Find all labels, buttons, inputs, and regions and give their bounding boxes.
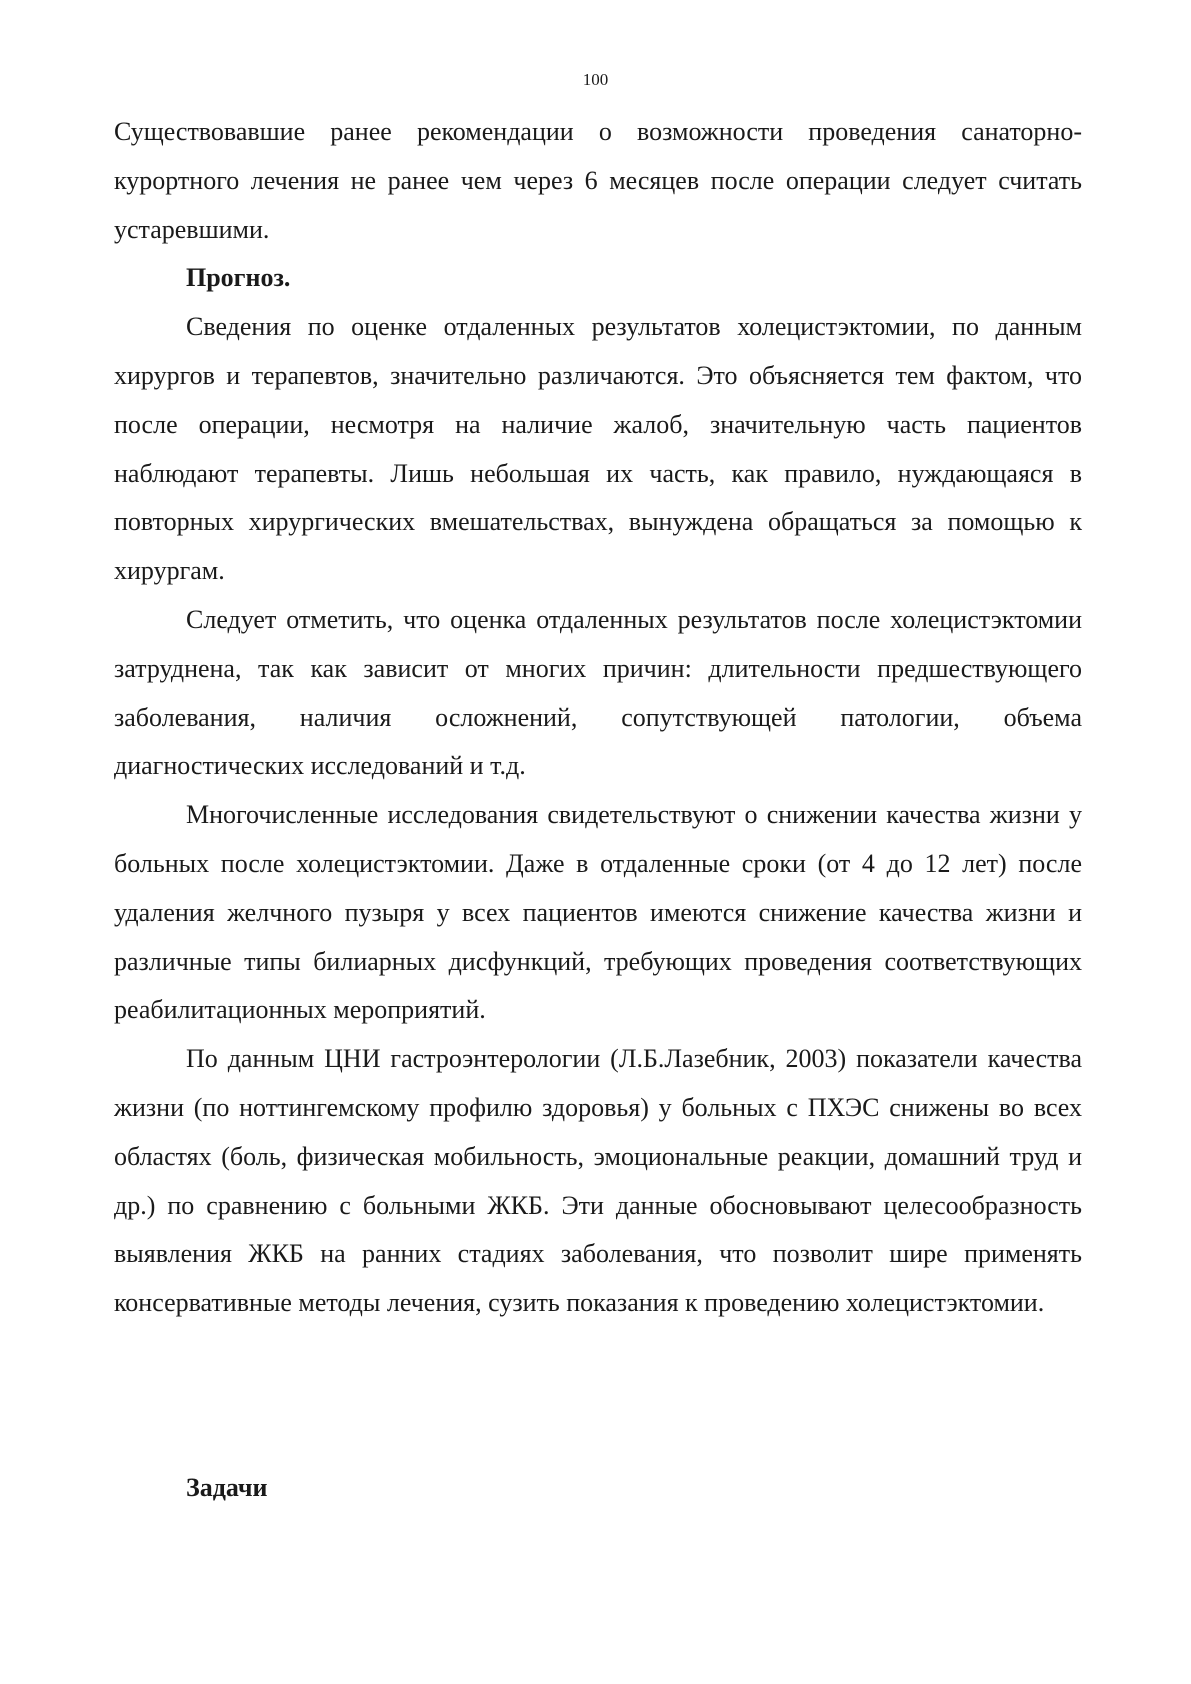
paragraph: По данным ЦНИ гастроэнтерологии (Л.Б.Лазебник, 2003) показатели качества жизни (по ноттингемскому профилю здоровья) у больных с ПХЭС снижены во всех областях (боль, физическая мобильность, эмоциональные реакции, домашний труд и др.) по сравнению с больными ЖКБ. Эти данные обосновывают целесообразность выявления ЖКБ на ранних стадиях заболевания, что позволит шире применять консервативные методы лечения, сузить показания к проведению холецистэктомии. xyxy=(114,1044,1082,1318)
paragraph: Многочисленные исследования свидетельствуют о снижении качества жизни у больных после холецистэктомии. Даже в отдаленные сроки (от 4 до 12 лет) после удаления желчного пузыря у всех пациентов имеются снижение качества жизни и различные типы билиарных дисфункций, требующих проведения соответствующих реабилитационных мероприятий. xyxy=(114,800,1082,1025)
section-heading-tasks: Задачи xyxy=(186,1473,268,1502)
section-heading-prognosis: Прогноз. xyxy=(186,263,291,293)
paragraph: Следует отметить, что оценка отдаленных результатов после холецистэктомии затруднена, так как зависит от многих причин: длительности предшествующего заболевания, наличия осложнений, сопутствующей патологии, объема диагностических исследований и т.д. xyxy=(114,604,1082,781)
body-text xyxy=(114,108,1082,1328)
intro-paragraph: Существовавшие ранее рекомендации о возможности проведения санаторно-курортного лечения не ранее чем через 6 месяцев после операции следует считать устаревшими. xyxy=(114,117,1082,244)
paragraph: Сведения по оценке отдаленных результатов холецистэктомии, по данным хирургов и терапевтов, значительно различаются. Это объясняется тем фактом, что после операции, несмотря на наличие жалоб, значительную часть пациентов наблюдают терапевты. Лишь небольшая их часть, как правило, нуждающаяся в повторных хирургических вмешательствах, вынуждена обращаться за помощью к хирургам. xyxy=(114,312,1082,586)
page-number: 100 xyxy=(582,70,609,89)
